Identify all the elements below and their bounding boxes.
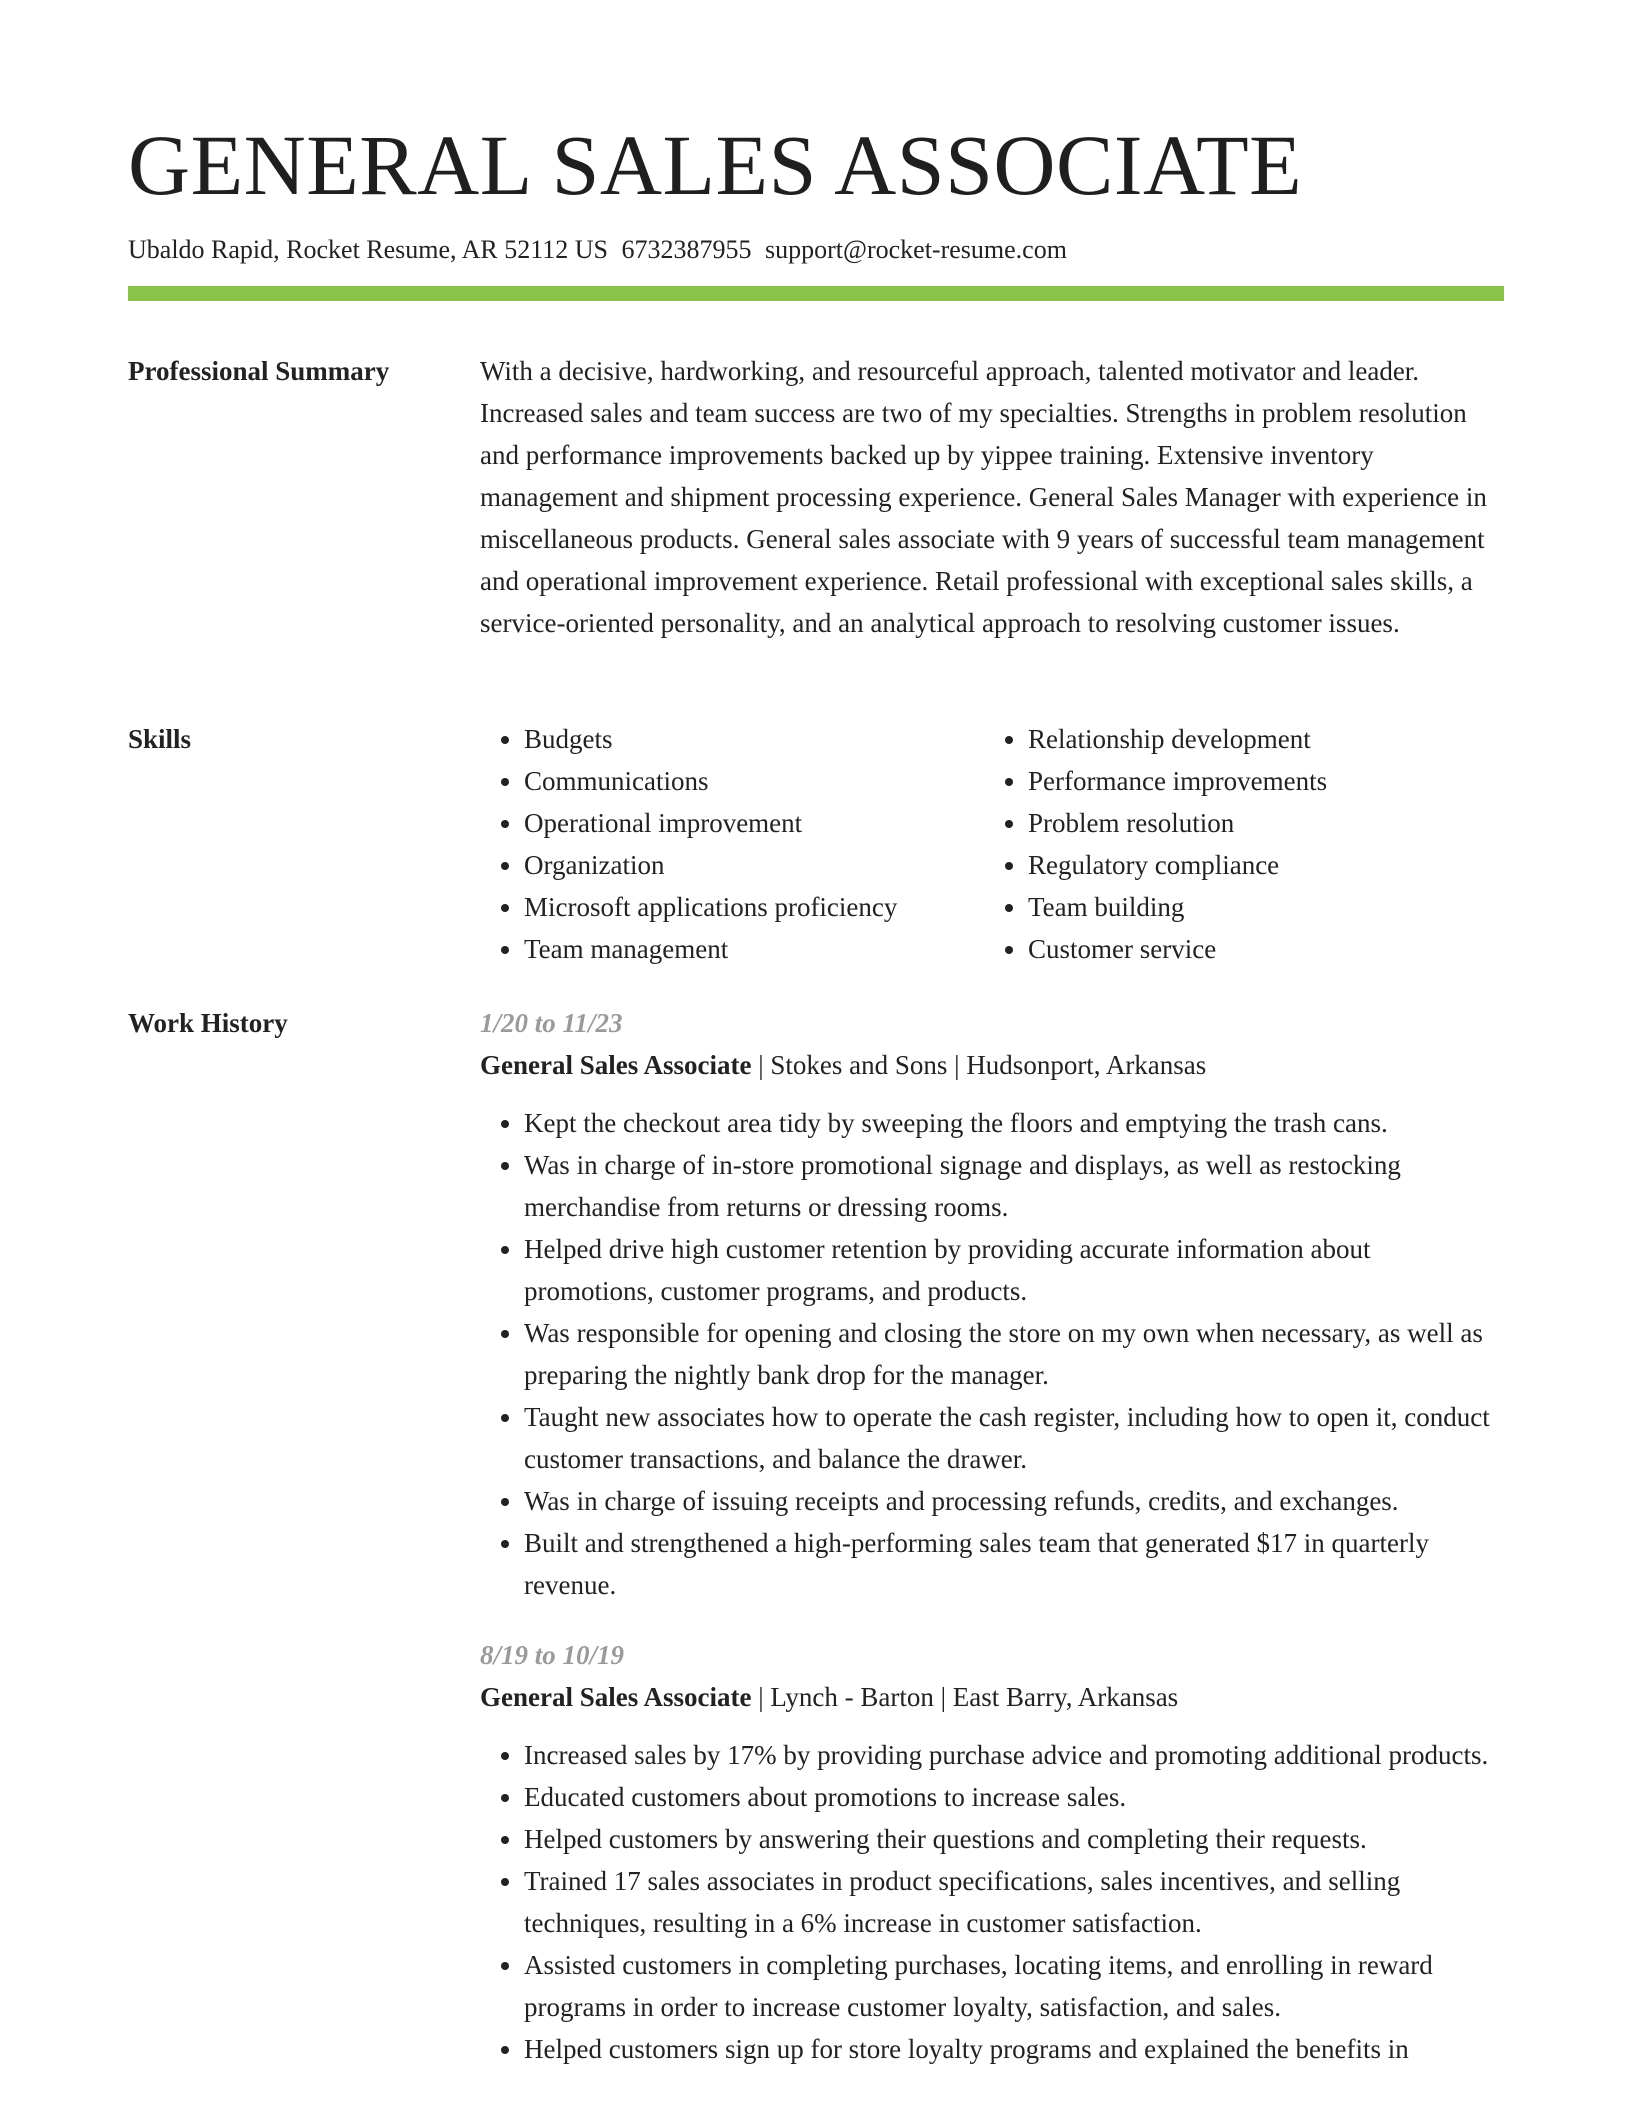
job-bullet: • Was in charge of in-store promotional signage and displays, as well as restocking merchandise from returns or dressing rooms. [524, 1144, 1504, 1228]
skill-item: • Relationship development [1028, 718, 1488, 760]
skills-list-right [984, 718, 1488, 970]
job-bullet: • Helped drive high customer retention by providing accurate information about promotions, customer programs, and products. [524, 1228, 1504, 1312]
job-bullet: • Taught new associates how to operate the cash register, including how to open it, conduct customer transactions, and balance the drawer. [524, 1396, 1504, 1480]
job-location: East Barry, Arkansas [952, 1682, 1179, 1712]
job-heading: General Sales Associate | Lynch - Barton | East Barry, Arkansas [480, 1682, 1179, 1712]
job-bullet: • Helped customers sign up for store loyalty programs and explained the benefits in [524, 2028, 1504, 2070]
job-bullet: • Trained 17 sales associates in product specifications, sales incentives, and selling techniques, resulting in a 6% increase in customer satisfaction. [524, 1860, 1504, 1944]
jobs-list [480, 1002, 1504, 2070]
contact-address: Ubaldo Rapid, Rocket Resume, AR 52112 US [128, 235, 609, 264]
skills-list-left [480, 718, 984, 970]
skill-item: • Communications [524, 760, 984, 802]
job-entry [480, 1634, 1504, 2070]
skill-item: • Customer service [1028, 928, 1488, 970]
job-title: General Sales Associate [480, 1050, 752, 1080]
skill-item: • Performance improvements [1028, 760, 1488, 802]
contact-phone: 6732387955 [621, 235, 752, 264]
skills-title: Skills [128, 724, 192, 754]
job-bullets [480, 1102, 1504, 1606]
job-dates: 1/20 to 11/23 [480, 1008, 623, 1038]
job-bullet: • Kept the checkout area tidy by sweeping the floors and emptying the trash cans. [524, 1102, 1504, 1144]
job-company: Lynch - Barton [770, 1682, 934, 1712]
header-divider [128, 286, 1504, 301]
job-bullet: • Was responsible for opening and closing the store on my own when necessary, as well as preparing the nightly bank drop for the manager. [524, 1312, 1504, 1396]
resume-name: GENERAL SALES ASSOCIATE [128, 117, 1303, 213]
job-bullets [480, 1734, 1504, 2070]
skill-item: • Regulatory compliance [1028, 844, 1488, 886]
summary-text: With a decisive, hardworking, and resourceful approach, talented motivator and leader. Increased sales and team success are two of my specialties. Strengths in problem resolution and performance improvements backed up by yippee training. Extensive inventory management and shipment processing experience. General Sales Manager with experience in miscellaneous products. General sales associate with 9 years of successful team management and operational improvement experience. Retail professional with exceptional sales skills, a service-oriented personality, and an analytical approach to resolving customer issues. [480, 356, 1487, 638]
job-heading: General Sales Associate | Stokes and Sons | Hudsonport, Arkansas [480, 1050, 1207, 1080]
job-company: Stokes and Sons [770, 1050, 948, 1080]
job-bullet: • Built and strengthened a high-performing sales team that generated $17 in quarterly revenue. [524, 1522, 1504, 1606]
summary-title: Professional Summary [128, 356, 390, 386]
skill-item: • Budgets [524, 718, 984, 760]
contact-line [128, 233, 1067, 267]
contact-email: support@rocket-resume.com [765, 235, 1067, 264]
job-location: Hudsonport, Arkansas [966, 1050, 1207, 1080]
skill-item: • Team building [1028, 886, 1488, 928]
job-bullet: • Helped customers by answering their questions and completing their requests. [524, 1818, 1504, 1860]
job-bullet: • Educated customers about promotions to increase sales. [524, 1776, 1504, 1818]
skill-item: • Organization [524, 844, 984, 886]
job-bullet: • Was in charge of issuing receipts and processing refunds, credits, and exchanges. [524, 1480, 1504, 1522]
job-bullet: • Assisted customers in completing purchases, locating items, and enrolling in reward programs in order to increase customer loyalty, satisfaction, and sales. [524, 1944, 1504, 2028]
skill-item: • Problem resolution [1028, 802, 1488, 844]
skill-item: • Team management [524, 928, 984, 970]
job-bullet: • Increased sales by 17% by providing purchase advice and promoting additional products. [524, 1734, 1504, 1776]
job-dates: 8/19 to 10/19 [480, 1640, 625, 1670]
work-history-title: Work History [128, 1008, 288, 1038]
skill-item: • Microsoft applications proficiency [524, 886, 984, 928]
skill-item: • Operational improvement [524, 802, 984, 844]
job-entry [480, 1002, 1504, 1606]
job-title: General Sales Associate [480, 1682, 752, 1712]
